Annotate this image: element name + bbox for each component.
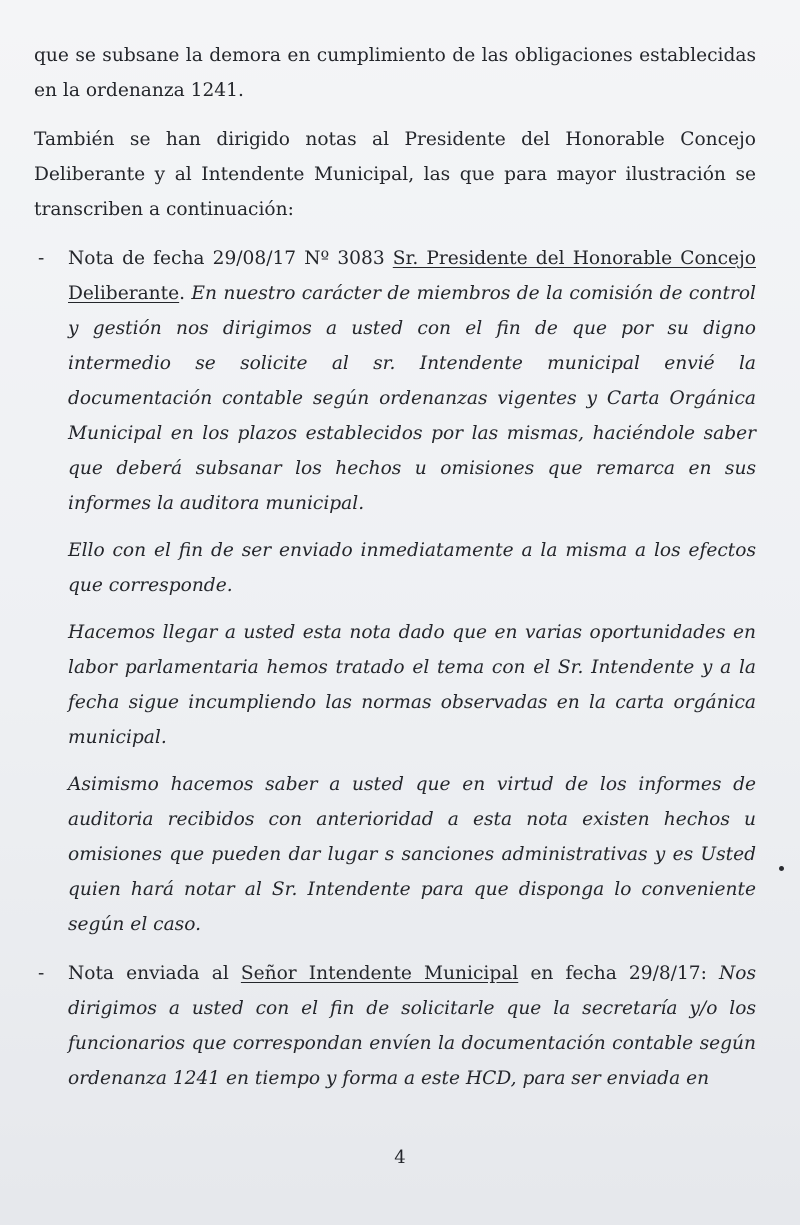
note-2-lead [68,956,756,1096]
note-2-body: Nos dirigimos a usted con el fin de solicitarle que la secretaría y/o los funcionarios que correspondan envíen la documentación contable según ordenanza 1241 en tiempo y forma a este HCD, para ser enviada en [68,963,756,1089]
note-1-paragraph: Ello con el fin de ser enviado inmediatamente a la misma a los efectos que corresponde. [68,540,756,596]
note-2-prefix: Nota enviada al [68,963,241,984]
note-2-addressee: Señor Intendente Municipal [240,963,519,984]
bullet-dash: - [38,248,45,269]
paragraph-continuation: que se subsane la demora en cumplimiento de las obligaciones establecidas en la ordenanza 1241. [34,45,756,101]
note-2-separator: en fecha 29/8/17: [518,963,719,984]
note-item-president [34,241,756,942]
note-1-addressee: Sr. Presidente del Honorable Concejo Deliberante [68,248,756,304]
note-1-paragraph: Hacemos llegar a usted esta nota dado que en varias oportunidades en labor parlamentaria hemos tratado el tema con el Sr. Intendente y a la fecha sigue incumpliendo las normas observadas en la carta orgánica municipal. [68,622,756,748]
note-1-lead [68,241,756,521]
margin-mark [779,866,784,871]
note-item-intendente [34,956,756,1096]
note-1-prefix: Nota de fecha 29/08/17 Nº 3083 [68,248,393,269]
page-content [34,38,756,1096]
note-1-paragraph: Asimismo hacemos saber a usted que en virtud de los informes de auditoria recibidos con anterioridad a esta nota existen hechos u omisiones que pueden dar lugar s sanciones administrativas y es Usted quien hará notar al Sr. Intendente para que disponga lo conveniente según el caso. [68,774,756,935]
note-1-body: En nuestro carácter de miembros de la comisión de control y gestión nos dirigimos a usted con el fin de que por su digno intermedio se solicite al sr. Intendente municipal envié la documentación contable según ordenanzas vigentes y Carta Orgánica Municipal en los plazos establecidos por las mismas, haciéndole saber que deberá subsanar los hechos u omisiones que remarca en sus informes la auditora municipal. [68,283,756,514]
page-number: 4 [394,1147,406,1168]
paragraph-intro: También se han dirigido notas al Presidente del Honorable Concejo Deliberante y al Intendente Municipal, las que para mayor ilustración se transcriben a continuación: [34,129,756,220]
note-1-separator: . [179,283,192,304]
bullet-dash: - [38,963,45,984]
